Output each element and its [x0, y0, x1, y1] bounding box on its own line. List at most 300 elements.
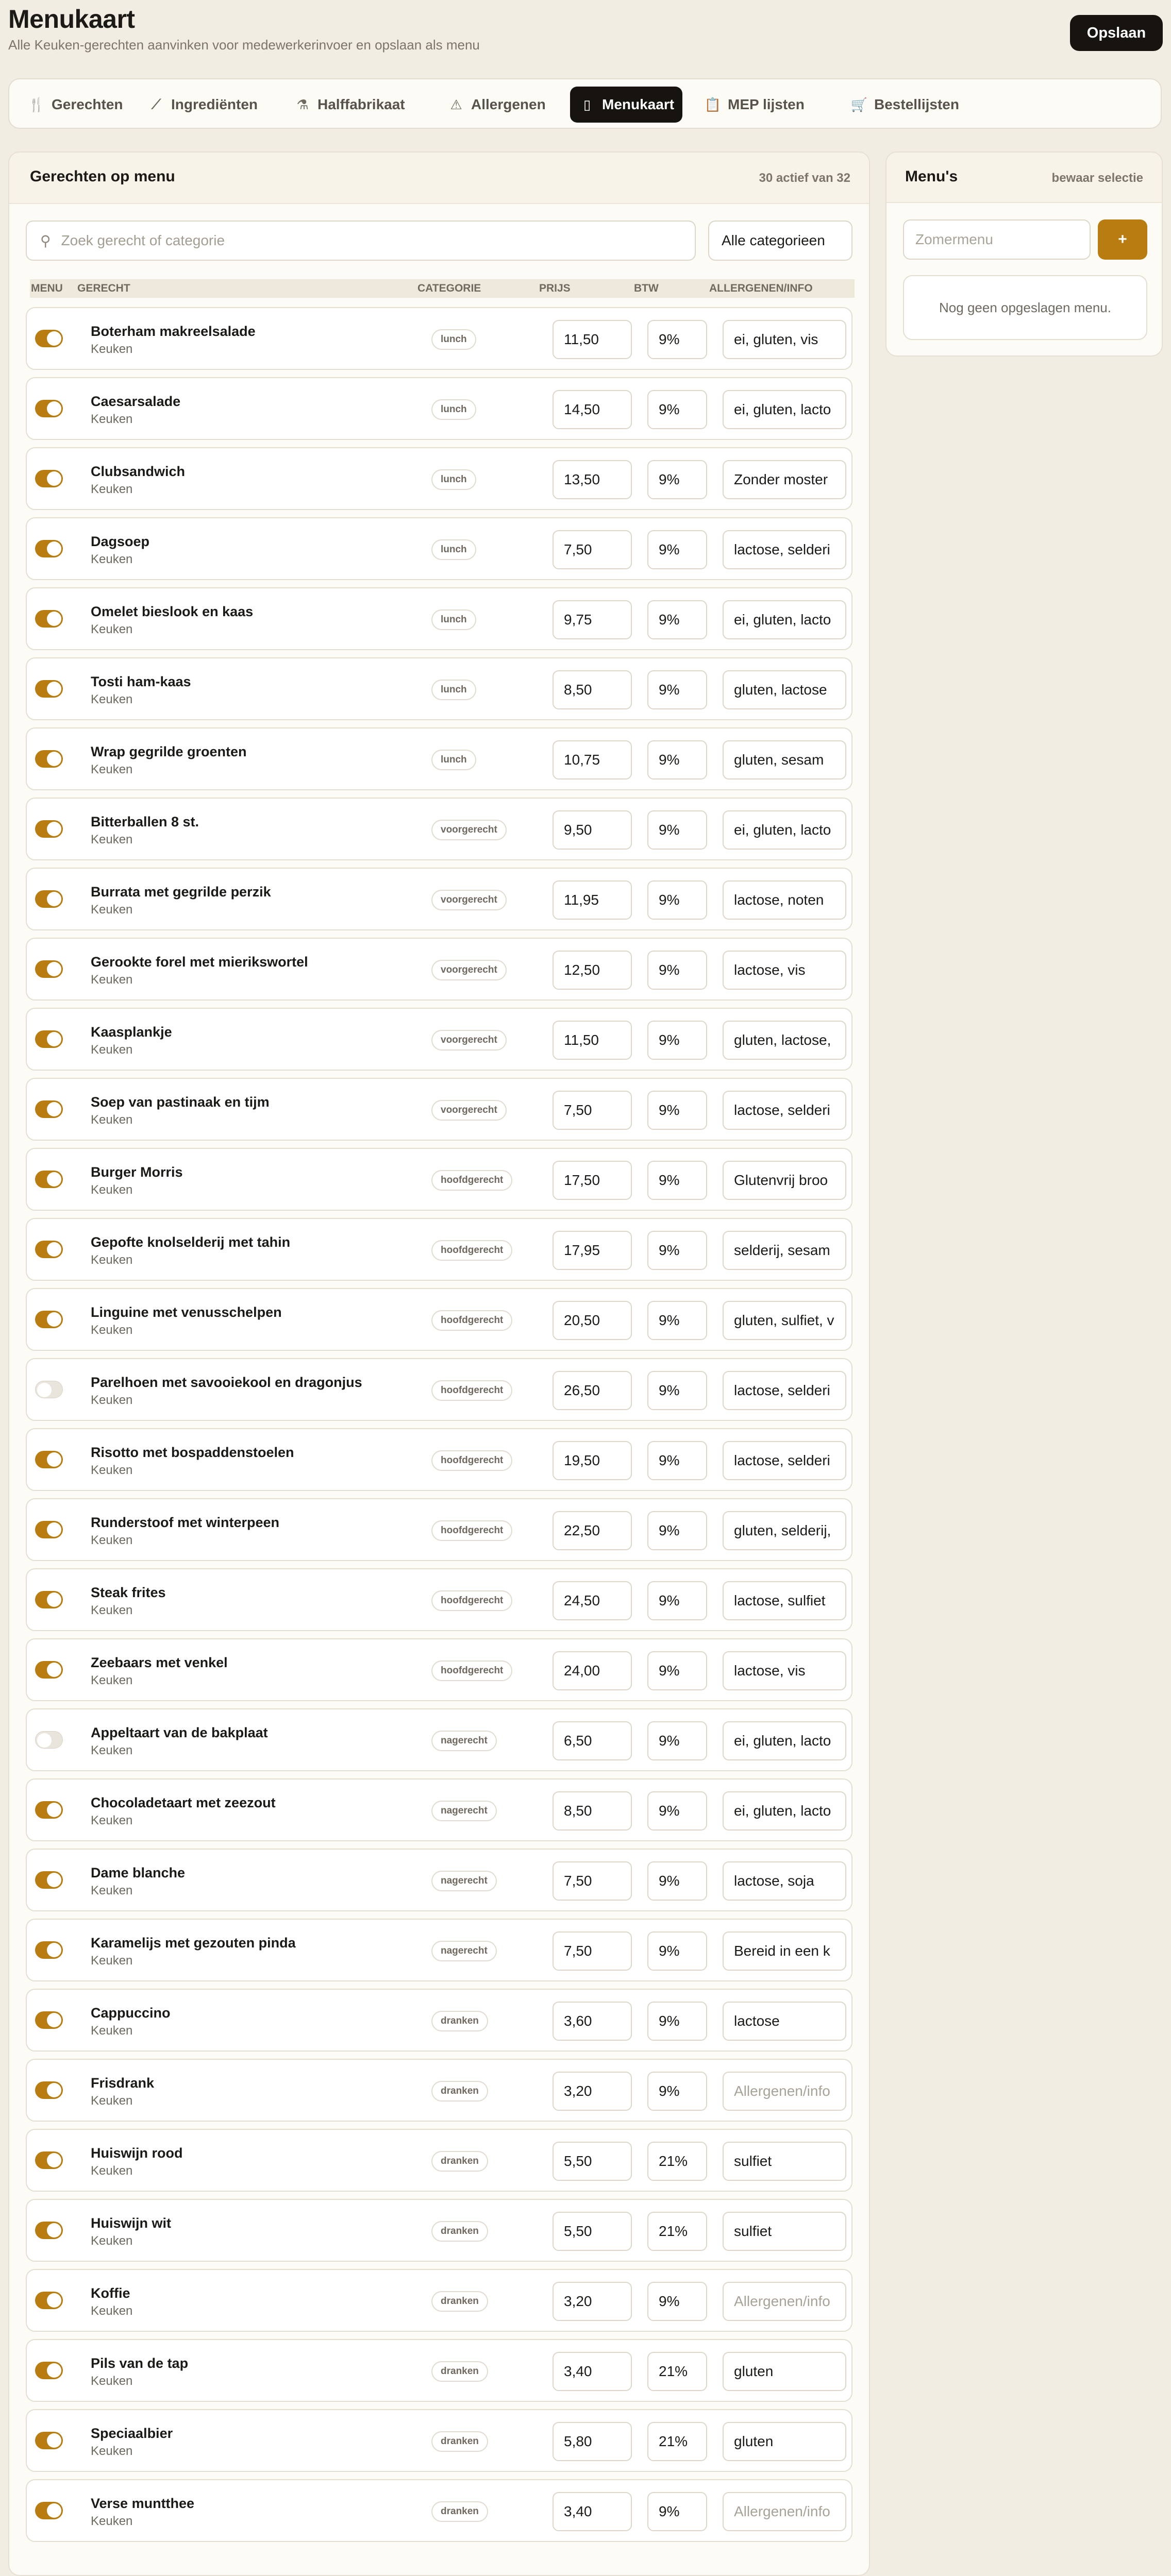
menu-toggle[interactable] [35, 400, 63, 417]
table-row [26, 2129, 852, 2192]
col-category: CATEGORIE [417, 282, 481, 294]
toggle-knob [47, 612, 61, 626]
allergen-input[interactable] [723, 2002, 846, 2041]
tab-mep-lijsten[interactable] [696, 87, 813, 123]
menu-toggle[interactable] [35, 2222, 63, 2239]
vat-input[interactable] [647, 1861, 707, 1901]
dish-name: Verse muntthee [91, 2496, 195, 2511]
dishes-panel-header [9, 152, 869, 204]
menu-toggle[interactable] [35, 1311, 63, 1328]
category-badge: lunch [431, 399, 476, 420]
toggle-knob [47, 1312, 61, 1327]
price-input[interactable] [553, 1581, 632, 1620]
price-input[interactable] [553, 1371, 632, 1410]
vat-input[interactable] [647, 2072, 707, 2111]
allergen-input[interactable] [723, 1301, 846, 1340]
menu-toggle[interactable] [35, 680, 63, 698]
table-row [26, 1288, 852, 1351]
price-input[interactable] [553, 2352, 632, 2391]
allergen-input[interactable] [723, 1091, 846, 1130]
table-row [26, 1218, 852, 1281]
toggle-knob [47, 2223, 61, 2238]
vat-input[interactable] [647, 1931, 707, 1971]
menu-toggle[interactable] [35, 1871, 63, 1889]
toggle-knob [47, 1663, 61, 1677]
toggle-knob [47, 822, 61, 836]
table-row [26, 1498, 852, 1561]
dish-name: Soep van pastinaak en tijm [91, 1094, 270, 1110]
toggle-knob [37, 1733, 52, 1748]
dish-section: Keuken [91, 1814, 133, 1827]
vat-input[interactable] [647, 2282, 707, 2321]
menu-toggle[interactable] [35, 2292, 63, 2309]
category-badge: dranken [431, 2011, 488, 2031]
cart-icon: 🛒 [850, 96, 868, 112]
vat-input[interactable] [647, 670, 707, 709]
allergen-input[interactable] [723, 530, 846, 569]
empty-menus-message: Nog geen opgeslagen menu. [903, 275, 1147, 340]
table-row [26, 1849, 852, 1911]
vat-input[interactable] [647, 1301, 707, 1340]
toggle-knob [37, 1383, 52, 1397]
category-badge: nagerecht [431, 1941, 497, 1961]
dish-name: Runderstoof met winterpeen [91, 1515, 280, 1530]
price-input[interactable] [553, 1021, 632, 1060]
allergen-input[interactable] [723, 1721, 846, 1760]
allergen-input[interactable] [723, 2422, 846, 2461]
menu-toggle[interactable] [35, 890, 63, 908]
dish-name: Gerookte forel met mierikswortel [91, 954, 308, 970]
price-input[interactable] [553, 600, 632, 639]
table-row [26, 1708, 852, 1771]
allergen-input[interactable] [723, 740, 846, 779]
book-icon: ▯ [583, 96, 591, 112]
category-badge: lunch [431, 539, 476, 560]
dish-section: Keuken [91, 762, 133, 776]
price-input[interactable] [553, 1161, 632, 1200]
dish-name: Huiswijn rood [91, 2145, 183, 2161]
dish-section: Keuken [91, 1673, 133, 1687]
allergen-input[interactable] [723, 2212, 846, 2251]
category-badge: dranken [431, 2151, 488, 2172]
vat-input[interactable] [647, 1791, 707, 1831]
dish-section: Keuken [91, 973, 133, 987]
vat-input[interactable] [647, 320, 707, 359]
dish-section: Keuken [91, 1393, 133, 1407]
active-count: 30 actief van 32 [759, 171, 850, 185]
vat-input[interactable] [647, 2002, 707, 2041]
allergen-input[interactable] [723, 2282, 846, 2321]
dish-section: Keuken [91, 1533, 133, 1547]
dish-name: Pils van de tap [91, 2355, 189, 2371]
menu-toggle[interactable] [35, 330, 63, 347]
price-input[interactable] [553, 1861, 632, 1901]
price-input[interactable] [553, 2212, 632, 2251]
menu-toggle[interactable] [35, 1171, 63, 1188]
table-row [26, 657, 852, 720]
allergen-input[interactable] [723, 670, 846, 709]
vat-input[interactable] [647, 2492, 707, 2531]
menu-toggle[interactable] [35, 540, 63, 557]
dish-name: Caesarsalade [91, 394, 181, 409]
menu-toggle[interactable] [35, 820, 63, 838]
price-input[interactable] [553, 1721, 632, 1760]
allergen-input[interactable] [723, 1021, 846, 1060]
category-badge: nagerecht [431, 1871, 497, 1891]
dish-name: Cappuccino [91, 2005, 171, 2021]
price-input[interactable] [553, 1091, 632, 1130]
table-row [26, 517, 852, 580]
menu-toggle[interactable] [35, 1451, 63, 1468]
dish-name: Linguine met venusschelpen [91, 1304, 282, 1320]
toggle-knob [47, 401, 61, 416]
category-badge: hoofdgerecht [431, 1520, 512, 1541]
tab-gerechten[interactable] [20, 87, 131, 123]
allergen-input[interactable] [723, 2072, 846, 2111]
vat-input[interactable] [647, 810, 707, 850]
table-row [26, 938, 852, 1001]
tab-label: Halffabrikaat [317, 96, 405, 112]
table-row [26, 2339, 852, 2402]
toggle-knob [47, 331, 61, 346]
price-input[interactable] [553, 670, 632, 709]
vat-input[interactable] [647, 460, 707, 499]
toggle-knob [47, 2013, 61, 2027]
category-badge: dranken [431, 2501, 488, 2522]
dish-section: Keuken [91, 1743, 133, 1757]
toggle-knob [47, 682, 61, 696]
table-row [26, 1989, 852, 2052]
vat-input[interactable] [647, 2212, 707, 2251]
dish-section: Keuken [91, 2444, 133, 2458]
menu-toggle[interactable] [35, 610, 63, 628]
menus-panel [885, 151, 1163, 357]
dish-name: Burrata met gegrilde perzik [91, 884, 271, 900]
vat-input[interactable] [647, 1441, 707, 1480]
dish-section: Keuken [91, 1113, 133, 1127]
category-badge: nagerecht [431, 1731, 497, 1751]
toggle-knob [47, 1522, 61, 1537]
allergen-input[interactable] [723, 951, 846, 990]
menu-toggle[interactable] [35, 1731, 63, 1749]
price-input[interactable] [553, 2282, 632, 2321]
dish-section: Keuken [91, 1323, 133, 1337]
table-row [26, 1148, 852, 1211]
vat-input[interactable] [647, 1581, 707, 1620]
category-badge: dranken [431, 2081, 488, 2102]
tab-bestellijsten[interactable] [842, 87, 967, 123]
allergen-input[interactable] [723, 880, 846, 920]
table-row [26, 1008, 852, 1071]
dish-name: Gepofte knolselderij met tahin [91, 1234, 291, 1250]
category-badge: hoofdgerecht [431, 1380, 512, 1401]
vat-input[interactable] [647, 2142, 707, 2181]
vat-input[interactable] [647, 740, 707, 779]
search-input[interactable] [60, 232, 629, 249]
toggle-knob [47, 1943, 61, 1957]
vat-input[interactable] [647, 1371, 707, 1410]
table-row [26, 307, 852, 370]
menu-toggle[interactable] [35, 1241, 63, 1258]
price-input[interactable] [553, 951, 632, 990]
dish-section: Keuken [91, 2234, 133, 2248]
table-row [26, 1568, 852, 1631]
vat-input[interactable] [647, 1651, 707, 1690]
toggle-knob [47, 1452, 61, 1467]
menu-toggle[interactable] [35, 1591, 63, 1608]
dish-section: Keuken [91, 342, 133, 356]
allergen-input[interactable] [723, 2492, 846, 2531]
dishes-panel-title: Gerechten op menu [30, 168, 175, 185]
vat-input[interactable] [647, 1161, 707, 1200]
price-input[interactable] [553, 460, 632, 499]
toggle-knob [47, 2503, 61, 2518]
dish-section: Keuken [91, 692, 133, 706]
tab-halffabrikaat[interactable] [286, 87, 413, 123]
table-row [26, 1919, 852, 1981]
allergen-input[interactable] [723, 1791, 846, 1831]
allergen-input[interactable] [723, 1511, 846, 1550]
table-row [26, 1358, 852, 1421]
allergen-input[interactable] [723, 1651, 846, 1690]
toggle-knob [47, 2293, 61, 2308]
menu-toggle[interactable] [35, 1030, 63, 1048]
dish-name: Appeltaart van de bakplaat [91, 1725, 268, 1740]
menu-toggle[interactable] [35, 1521, 63, 1538]
menu-toggle[interactable] [35, 1801, 63, 1819]
dish-name: Boterham makreelsalade [91, 324, 256, 339]
category-badge: hoofdgerecht [431, 1240, 512, 1261]
dish-name: Dame blanche [91, 1865, 186, 1880]
save-button[interactable]: Opslaan [1070, 15, 1163, 51]
price-input[interactable] [553, 390, 632, 429]
dish-section: Keuken [91, 2514, 133, 2528]
allergen-input[interactable] [723, 1441, 846, 1480]
toggle-knob [47, 1242, 61, 1257]
allergen-input[interactable] [723, 1861, 846, 1901]
vat-input[interactable] [647, 951, 707, 990]
table-header [30, 279, 855, 298]
dish-name: Steak frites [91, 1585, 166, 1600]
price-input[interactable] [553, 1511, 632, 1550]
tab-ingredi-nten[interactable] [139, 87, 266, 123]
vat-input[interactable] [647, 390, 707, 429]
menu-name-input[interactable] [903, 219, 1091, 260]
vat-input[interactable] [647, 2422, 707, 2461]
price-input[interactable] [553, 2142, 632, 2181]
price-input[interactable] [553, 1441, 632, 1480]
toggle-knob [47, 1172, 61, 1187]
col-vat: BTW [634, 282, 659, 294]
allergen-input[interactable] [723, 2142, 846, 2181]
vat-input[interactable] [647, 1091, 707, 1130]
toggle-knob [47, 1592, 61, 1607]
dish-name: Parelhoen met savooiekool en dragonjus [91, 1375, 362, 1390]
tab-label: Menukaart [602, 96, 675, 112]
price-input[interactable] [553, 740, 632, 779]
search-icon: ⚲ [40, 232, 51, 249]
menu-toggle[interactable] [35, 470, 63, 487]
price-input[interactable] [553, 2002, 632, 2041]
tab-label: MEP lijsten [728, 96, 805, 112]
dish-section: Keuken [91, 1043, 133, 1057]
toggle-knob [47, 892, 61, 906]
menu-toggle[interactable] [35, 1941, 63, 1959]
dish-name: Zeebaars met venkel [91, 1655, 228, 1670]
dish-section: Keuken [91, 622, 133, 636]
vat-input[interactable] [647, 2352, 707, 2391]
category-badge: voorgerecht [431, 1030, 507, 1050]
allergen-input[interactable] [723, 460, 846, 499]
price-input[interactable] [553, 880, 632, 920]
vat-input[interactable] [647, 1511, 707, 1550]
menu-toggle[interactable] [35, 1381, 63, 1398]
allergen-input[interactable] [723, 1231, 846, 1270]
menu-toggle[interactable] [35, 2151, 63, 2169]
toggle-knob [47, 2153, 61, 2167]
toggle-knob [47, 962, 61, 976]
category-filter[interactable]: Alle categorieen [708, 221, 852, 261]
table-row [26, 447, 852, 510]
table-row [26, 377, 852, 440]
price-input[interactable] [553, 530, 632, 569]
dishes-panel [8, 151, 870, 2576]
flask-icon: ⚗ [296, 96, 309, 112]
table-row [26, 1638, 852, 1701]
category-badge: lunch [431, 469, 476, 490]
price-input[interactable] [553, 1791, 632, 1831]
category-badge: voorgerecht [431, 960, 507, 980]
tab-label: Gerechten [52, 96, 123, 112]
toggle-knob [47, 1803, 61, 1817]
dish-name: Tosti ham-kaas [91, 674, 191, 689]
dish-name: Omelet bieslook en kaas [91, 604, 254, 619]
dish-name: Wrap gegrilde groenten [91, 744, 247, 759]
category-badge: hoofdgerecht [431, 1590, 512, 1611]
dish-section: Keuken [91, 2164, 133, 2178]
price-input[interactable] [553, 1651, 632, 1690]
vat-input[interactable] [647, 1231, 707, 1270]
menu-toggle[interactable] [35, 2432, 63, 2449]
tab-allergenen[interactable] [439, 87, 554, 123]
category-badge: nagerecht [431, 1801, 497, 1821]
dish-name: Dagsoep [91, 534, 150, 549]
search-box [26, 221, 696, 261]
allergen-input[interactable] [723, 1931, 846, 1971]
price-input[interactable] [553, 1931, 632, 1971]
dish-section: Keuken [91, 2374, 133, 2388]
allergen-input[interactable] [723, 1371, 846, 1410]
table-row [26, 798, 852, 860]
dish-name: Kaasplankje [91, 1024, 172, 1040]
allergen-input[interactable] [723, 320, 846, 359]
vat-input[interactable] [647, 600, 707, 639]
menu-toggle[interactable] [35, 1661, 63, 1679]
toggle-knob [47, 1873, 61, 1887]
vat-input[interactable] [647, 1721, 707, 1760]
add-menu-button[interactable]: + [1098, 219, 1147, 260]
menu-toggle[interactable] [35, 960, 63, 978]
toggle-knob [47, 2363, 61, 2378]
allergen-input[interactable] [723, 390, 846, 429]
col-allergens: ALLERGENEN/INFO [709, 282, 813, 294]
toggle-knob [47, 471, 61, 486]
price-input[interactable] [553, 1231, 632, 1270]
toggle-knob [47, 541, 61, 556]
dish-name: Karamelijs met gezouten pinda [91, 1935, 296, 1951]
toggle-knob [47, 752, 61, 766]
clipboard-icon: 📋 [704, 96, 722, 112]
toggle-knob [47, 1102, 61, 1116]
menu-toggle[interactable] [35, 1100, 63, 1118]
menu-toggle[interactable] [35, 2081, 63, 2099]
dish-name: Huiswijn wit [91, 2215, 172, 2231]
menu-toggle[interactable] [35, 750, 63, 768]
category-badge: lunch [431, 329, 476, 350]
tab-menukaart[interactable] [570, 87, 682, 123]
price-input[interactable] [553, 810, 632, 850]
allergen-input[interactable] [723, 1581, 846, 1620]
table-row [26, 2059, 852, 2122]
main-nav [8, 78, 1162, 129]
price-input[interactable] [553, 1301, 632, 1340]
allergen-input[interactable] [723, 1161, 846, 1200]
save-selection-link[interactable]: bewaar selectie [1051, 171, 1143, 185]
category-badge: hoofdgerecht [431, 1450, 512, 1471]
allergen-input[interactable] [723, 600, 846, 639]
tab-label: Allergenen [471, 96, 546, 112]
dish-section: Keuken [91, 2024, 133, 2038]
price-input[interactable] [553, 2422, 632, 2461]
menus-panel-header [886, 152, 1162, 203]
price-input[interactable] [553, 2072, 632, 2111]
category-badge: hoofdgerecht [431, 1660, 512, 1681]
category-badge: lunch [431, 609, 476, 630]
dish-name: Risotto met bospaddenstoelen [91, 1445, 294, 1460]
table-row [26, 1078, 852, 1141]
category-badge: hoofdgerecht [431, 1310, 512, 1331]
dish-name: Clubsandwich [91, 464, 186, 479]
toggle-knob [47, 1032, 61, 1046]
dish-section: Keuken [91, 412, 133, 426]
utensils-icon: 🍴 [28, 96, 45, 112]
col-menu: MENU [31, 282, 63, 294]
category-badge: dranken [431, 2221, 488, 2242]
category-badge: voorgerecht [431, 820, 507, 840]
table-row [26, 2269, 852, 2332]
vat-input[interactable] [647, 880, 707, 920]
dish-section: Keuken [91, 1253, 133, 1267]
allergen-input[interactable] [723, 810, 846, 850]
col-price: PRIJS [539, 282, 571, 294]
price-input[interactable] [553, 320, 632, 359]
menu-toggle[interactable] [35, 2011, 63, 2029]
menu-toggle[interactable] [35, 2362, 63, 2379]
table-row [26, 727, 852, 790]
allergen-input[interactable] [723, 2352, 846, 2391]
price-input[interactable] [553, 2492, 632, 2531]
dish-name: Bitterballen 8 st. [91, 814, 199, 829]
dish-name: Burger Morris [91, 1164, 183, 1180]
dish-name: Speciaalbier [91, 2426, 173, 2441]
vat-input[interactable] [647, 1021, 707, 1060]
dish-section: Keuken [91, 2094, 133, 2108]
vat-input[interactable] [647, 530, 707, 569]
dish-section: Keuken [91, 2304, 133, 2318]
page-title: Menukaart [8, 5, 135, 33]
menu-toggle[interactable] [35, 2502, 63, 2519]
dish-section: Keuken [91, 903, 133, 917]
